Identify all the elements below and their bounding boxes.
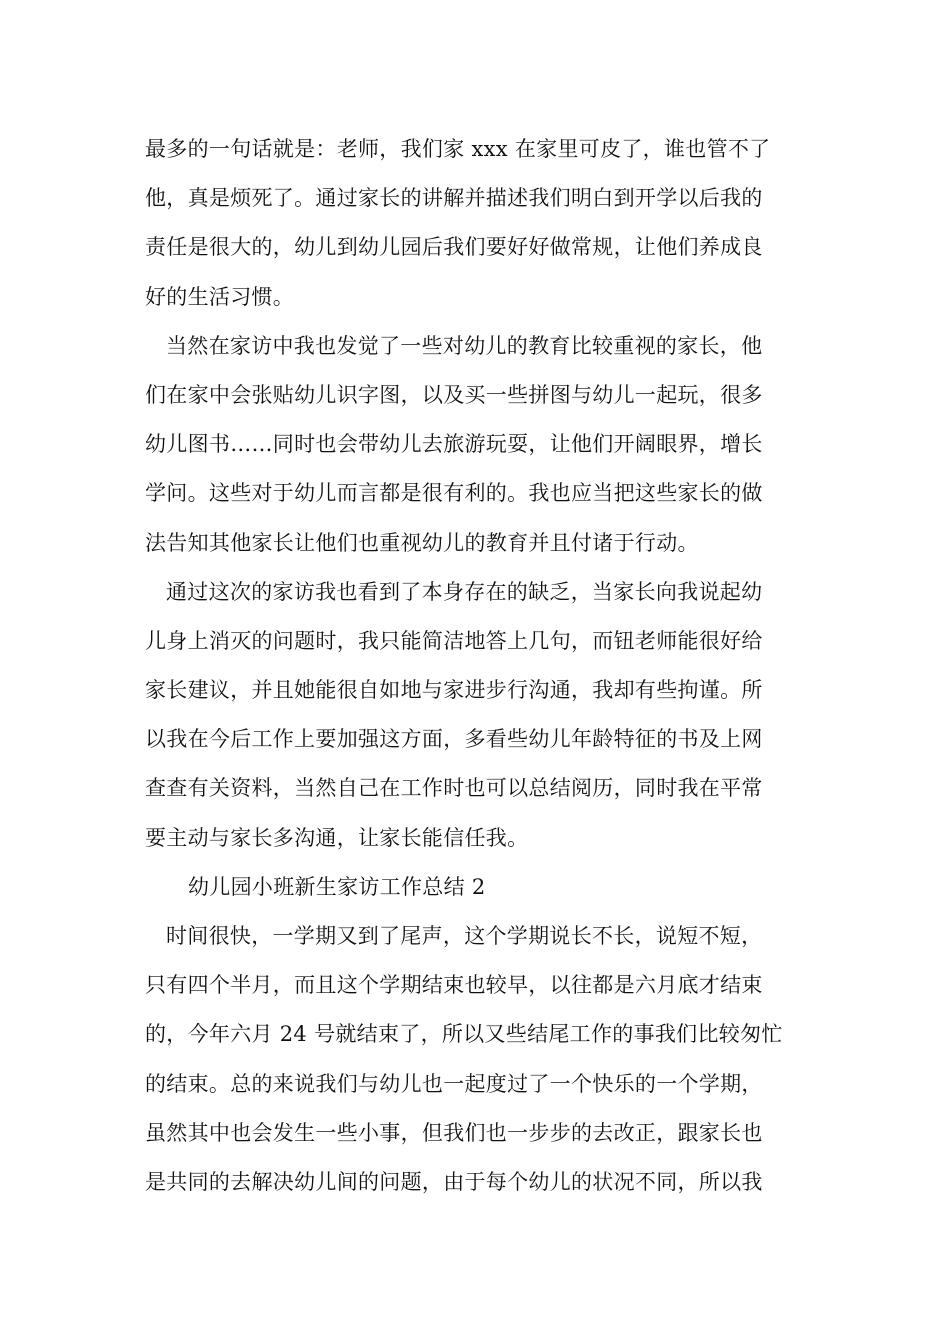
text-line: 的，今年六月 24 号就结束了，所以又些结尾工作的事我们比较匆忙: [145, 1022, 783, 1047]
section-heading: [145, 863, 815, 912]
text-line: 家长建议，并且她能很自如地与家进步行沟通，我却有些拘谨。所: [145, 678, 763, 703]
document-body: [145, 125, 815, 1207]
text-line: 的结束。总的来说我们与幼儿也一起度过了一个快乐的一个学期，: [145, 1071, 763, 1096]
text-line: 虽然其中也会发生一些小事，但我们也一步步的去改正，跟家长也: [145, 1120, 763, 1145]
text-line: 只有四个半月，而且这个学期结束也较早，以往都是六月底才结束: [145, 973, 763, 998]
text-line: 当然在家访中我也发觉了一些对幼儿的教育比较重视的家长，他: [166, 333, 763, 358]
paragraph: [145, 912, 815, 1207]
paragraph: [145, 125, 815, 322]
text-line: 责任是很大的，幼儿到幼儿园后我们要好好做常规，让他们养成良: [145, 235, 763, 260]
text-line: 以我在今后工作上要加强这方面，多看些幼儿年龄特征的书及上网: [145, 727, 763, 752]
text-line: 要主动与家长多沟通，让家长能信任我。: [145, 825, 529, 850]
paragraph: [145, 568, 815, 863]
text-line: 好的生活习惯。: [145, 284, 295, 309]
text-line: 们在家中会张贴幼儿识字图，以及买一些拼图与幼儿一起玩，很多: [145, 382, 763, 407]
text-line: 法告知其他家长让他们也重视幼儿的教育并且付诸于行动。: [145, 530, 699, 555]
text-line: 幼儿园小班新生家访工作总结 2: [188, 874, 486, 899]
text-line: 幼儿图书……同时也会带幼儿去旅游玩耍，让他们开阔眼界，增长: [145, 432, 763, 457]
text-line: 时间很快，一学期又到了尾声，这个学期说长不长，说短不短，: [166, 924, 763, 948]
text-line: 儿身上消灭的问题时，我只能简洁地答上几句，而钮老师能很好给: [145, 628, 763, 653]
text-line: 学问。这些对于幼儿而言都是很有利的。我也应当把这些家长的做: [145, 481, 763, 506]
text-line: 他，真是烦死了。通过家长的讲解并描述我们明白到开学以后我的: [145, 186, 763, 211]
text-line: 是共同的去解决幼儿间的问题，由于每个幼儿的状况不同，所以我: [145, 1169, 763, 1194]
text-line: 最多的一句话就是：老师，我们家 xxx 在家里可皮了，谁也管不了: [145, 137, 771, 161]
paragraph: [145, 322, 815, 568]
text-line: 通过这次的家访我也看到了本身存在的缺乏，当家长向我说起幼: [166, 579, 763, 604]
text-line: 查查有关资料，当然自己在工作时也可以总结阅历，同时我在平常: [145, 776, 763, 801]
